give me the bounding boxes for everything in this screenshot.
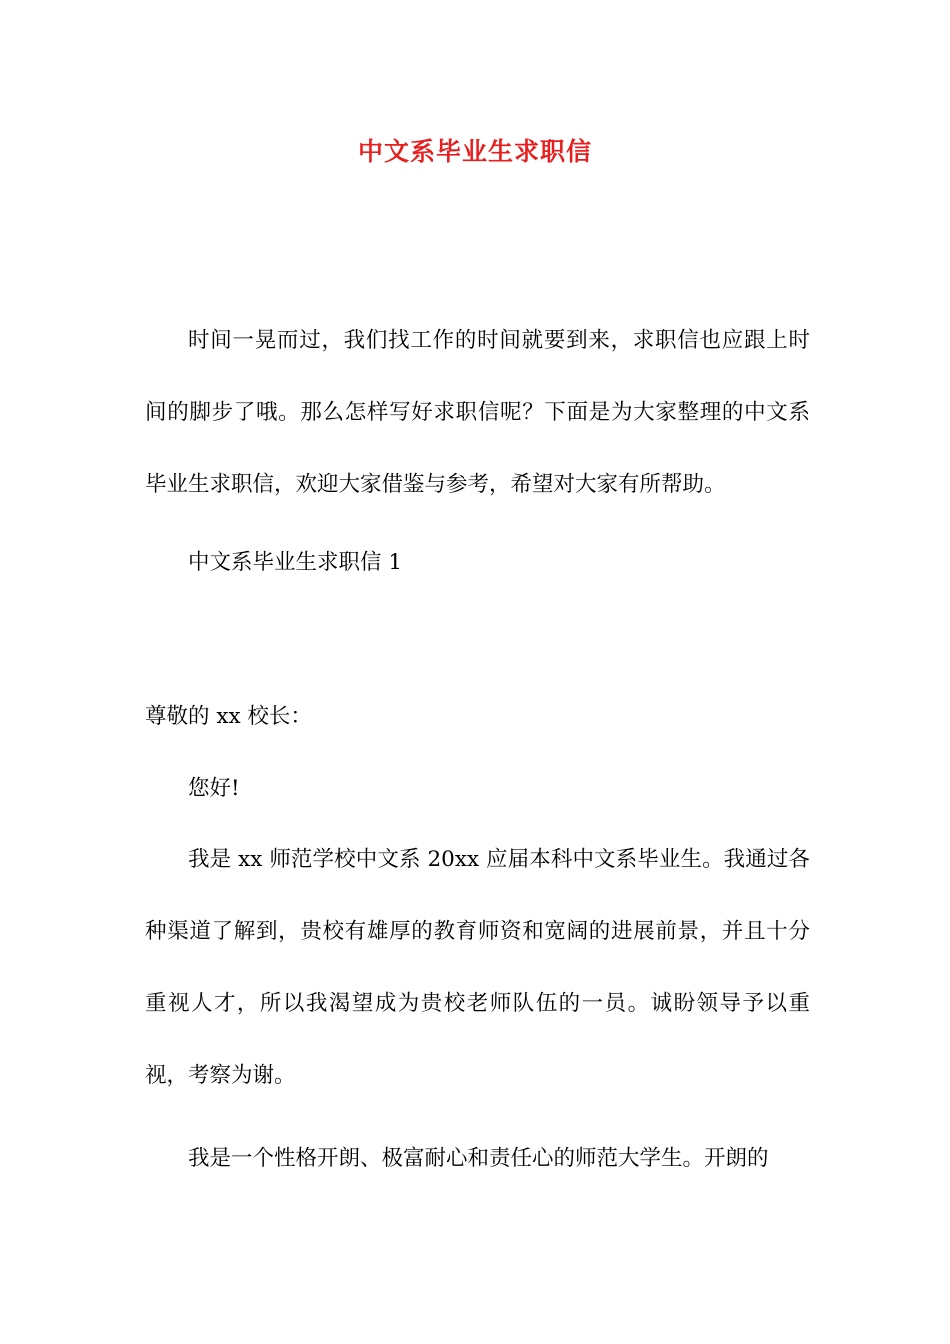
letter-subheading: 中文系毕业生求职信 1 (188, 550, 403, 575)
letter-paragraph-2: 我是一个性格开朗、极富耐心和责任心的师范大学生。开朗的 (188, 1146, 769, 1171)
intro-paragraph: 时间一晃而过，我们找工作的时间就要到来，求职信也应跟上时间的脚步了哦。那么怎样写好求职信呢？下面是为大家整理的中文系毕业生求职信，欢迎大家借鉴与参考，希望对大家有所帮助。 (145, 328, 810, 497)
letter-greeting: 您好! (188, 776, 240, 801)
letter-salutation: 尊敬的 xx 校长： (145, 704, 312, 729)
document-title: 中文系毕业生求职信 (357, 137, 592, 166)
letter-paragraph-1: 我是 xx 师范学校中文系 20xx 应届本科中文系毕业生。我通过各种渠道了解到，贵校有雄厚的教育师资和宽阔的进展前景，并且十分重视人才，所以我渴望成为贵校老师队伍的一员。诚盼领导予以重视，考察为谢。 (145, 847, 810, 1088)
